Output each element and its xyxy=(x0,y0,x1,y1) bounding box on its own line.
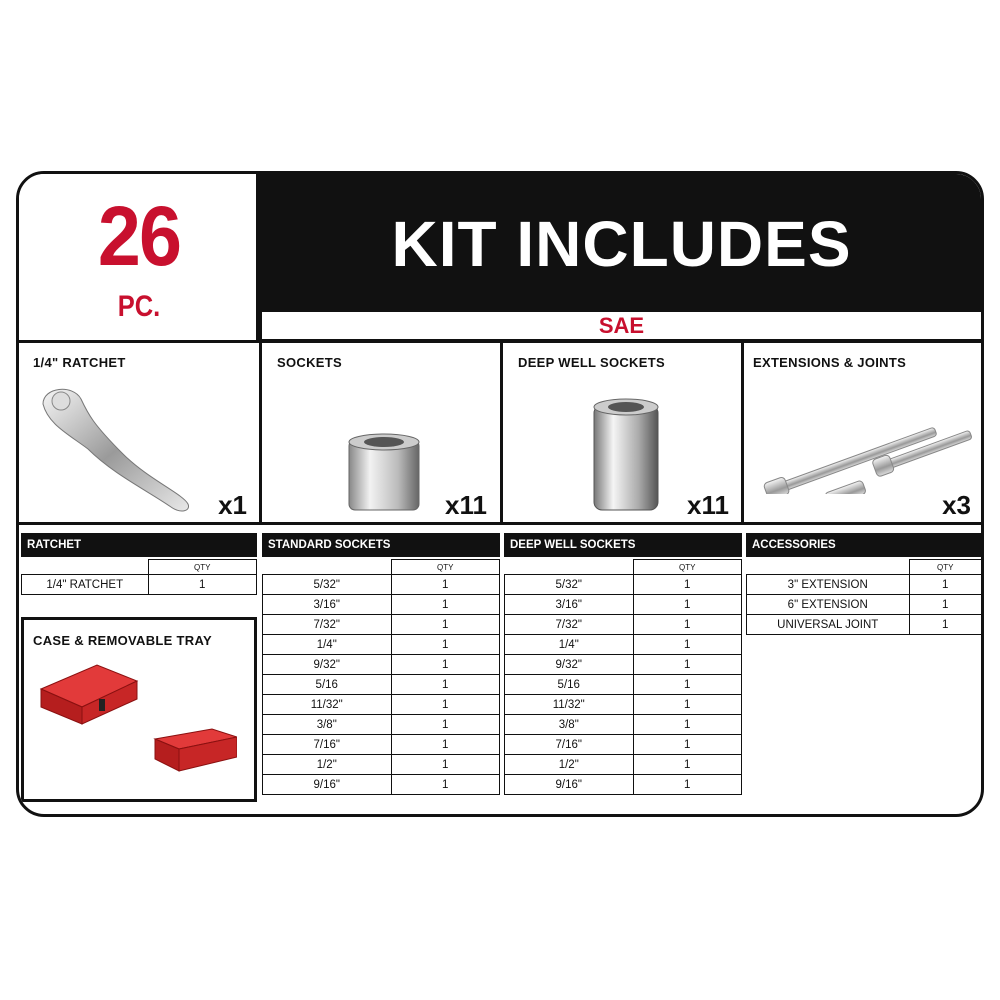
panel-divider xyxy=(500,342,503,524)
qty-header: QTY xyxy=(633,560,742,575)
qty-header: QTY xyxy=(148,560,257,575)
panel-title-ratchet: 1/4" RATCHET xyxy=(33,355,126,370)
table-row xyxy=(263,715,500,735)
kit-card xyxy=(16,171,984,817)
item-cell: 7/32" xyxy=(505,615,634,635)
table-row xyxy=(747,615,982,635)
table-row xyxy=(263,675,500,695)
table-row xyxy=(505,695,742,715)
item-cell: 7/32" xyxy=(263,615,392,635)
standard-table xyxy=(262,559,500,795)
qty-cell: 1 xyxy=(391,755,500,775)
item-cell: 9/16" xyxy=(263,775,392,795)
qty-cell: 1 xyxy=(391,575,500,595)
table-row xyxy=(505,575,742,595)
ratchet-table xyxy=(21,559,257,595)
qty-cell: 1 xyxy=(633,775,742,795)
qty-ratchet: x1 xyxy=(218,490,247,520)
item-cell: 11/32" xyxy=(505,695,634,715)
item-cell: 1/4" xyxy=(263,635,392,655)
qty-cell: 1 xyxy=(391,715,500,735)
item-cell: 6" EXTENSION xyxy=(747,595,910,615)
item-cell: 1/2" xyxy=(263,755,392,775)
panel-divider xyxy=(741,342,744,524)
qty-cell: 1 xyxy=(391,635,500,655)
qty-cell: 1 xyxy=(391,595,500,615)
qty-cell: 1 xyxy=(633,755,742,775)
item-cell: 3/8" xyxy=(505,715,634,735)
table-row xyxy=(747,575,982,595)
qty-header: QTY xyxy=(391,560,500,575)
table-row xyxy=(505,735,742,755)
table-row xyxy=(505,635,742,655)
extensions-image xyxy=(749,399,977,494)
deep-well-table xyxy=(504,559,742,795)
table-row xyxy=(263,595,500,615)
table-row xyxy=(263,575,500,595)
table-row xyxy=(263,775,500,795)
table-row xyxy=(505,655,742,675)
table-row xyxy=(747,595,982,615)
table-row xyxy=(263,755,500,775)
kit-title: KIT INCLUDES xyxy=(391,208,852,280)
case-tray-title: CASE & REMOVABLE TRAY xyxy=(33,633,212,648)
item-cell: 1/4" xyxy=(505,635,634,655)
panels-bottom-rule xyxy=(19,522,984,525)
qty-cell: 1 xyxy=(391,775,500,795)
ratchet-image xyxy=(33,379,203,519)
piece-unit: PC. xyxy=(117,290,161,323)
qty-cell: 1 xyxy=(148,575,257,595)
qty-cell: 1 xyxy=(633,655,742,675)
item-cell: 7/16" xyxy=(505,735,634,755)
table-row xyxy=(263,695,500,715)
panel-divider xyxy=(259,342,262,524)
qty-cell: 1 xyxy=(391,655,500,675)
item-cell: 9/16" xyxy=(505,775,634,795)
section-header-ratchet: RATCHET xyxy=(21,533,257,557)
item-cell: 1/2" xyxy=(505,755,634,775)
item-cell: 5/32" xyxy=(505,575,634,595)
table-row xyxy=(263,615,500,635)
table-row xyxy=(22,575,257,595)
qty-cell: 1 xyxy=(391,675,500,695)
item-cell: 11/32" xyxy=(263,695,392,715)
qty-cell: 1 xyxy=(633,735,742,755)
qty-cell: 1 xyxy=(391,695,500,715)
qty-cell: 1 xyxy=(633,695,742,715)
item-cell: 9/32" xyxy=(263,655,392,675)
section-header-standard: STANDARD SOCKETS xyxy=(262,533,500,557)
accessories-table xyxy=(746,559,982,635)
qty-deep-well: x11 xyxy=(687,490,729,520)
table-row xyxy=(505,675,742,695)
table-row xyxy=(505,595,742,615)
item-cell: 5/16 xyxy=(505,675,634,695)
case-tray-image xyxy=(37,659,237,779)
item-cell: 5/32" xyxy=(263,575,392,595)
qty-extensions: x3 xyxy=(942,490,971,520)
qty-cell: 1 xyxy=(391,735,500,755)
socket-image xyxy=(345,432,423,512)
qty-cell: 1 xyxy=(909,575,982,595)
qty-cell: 1 xyxy=(391,615,500,635)
qty-cell: 1 xyxy=(633,575,742,595)
qty-cell: 1 xyxy=(633,635,742,655)
deep-well-socket-image xyxy=(591,397,661,513)
table-row xyxy=(263,635,500,655)
panel-title-deep-well: DEEP WELL SOCKETS xyxy=(518,355,665,370)
section-header-accessories: ACCESSORIES xyxy=(746,533,982,557)
qty-header: QTY xyxy=(909,560,982,575)
sae-label: SAE xyxy=(262,312,981,339)
piece-count: 26 xyxy=(97,189,181,283)
qty-sockets: x11 xyxy=(445,490,487,520)
panel-title-extensions: EXTENSIONS & JOINTS xyxy=(753,355,907,370)
qty-cell: 1 xyxy=(633,675,742,695)
qty-cell: 1 xyxy=(633,595,742,615)
item-cell: UNIVERSAL JOINT xyxy=(747,615,910,635)
table-row xyxy=(263,735,500,755)
table-row xyxy=(263,655,500,675)
qty-cell: 1 xyxy=(909,595,982,615)
qty-cell: 1 xyxy=(633,615,742,635)
table-row xyxy=(505,715,742,735)
item-cell: 3/16" xyxy=(505,595,634,615)
section-header-deep-well: DEEP WELL SOCKETS xyxy=(504,533,742,557)
item-cell: 3" EXTENSION xyxy=(747,575,910,595)
item-cell: 3/16" xyxy=(263,595,392,615)
table-row xyxy=(505,755,742,775)
qty-cell: 1 xyxy=(633,715,742,735)
table-row xyxy=(505,615,742,635)
panel-title-sockets: SOCKETS xyxy=(277,355,342,370)
item-cell: 3/8" xyxy=(263,715,392,735)
item-cell: 1/4" RATCHET xyxy=(22,575,149,595)
item-cell: 9/32" xyxy=(505,655,634,675)
item-cell: 7/16" xyxy=(263,735,392,755)
qty-cell: 1 xyxy=(909,615,982,635)
item-cell: 5/16 xyxy=(263,675,392,695)
table-row xyxy=(505,775,742,795)
